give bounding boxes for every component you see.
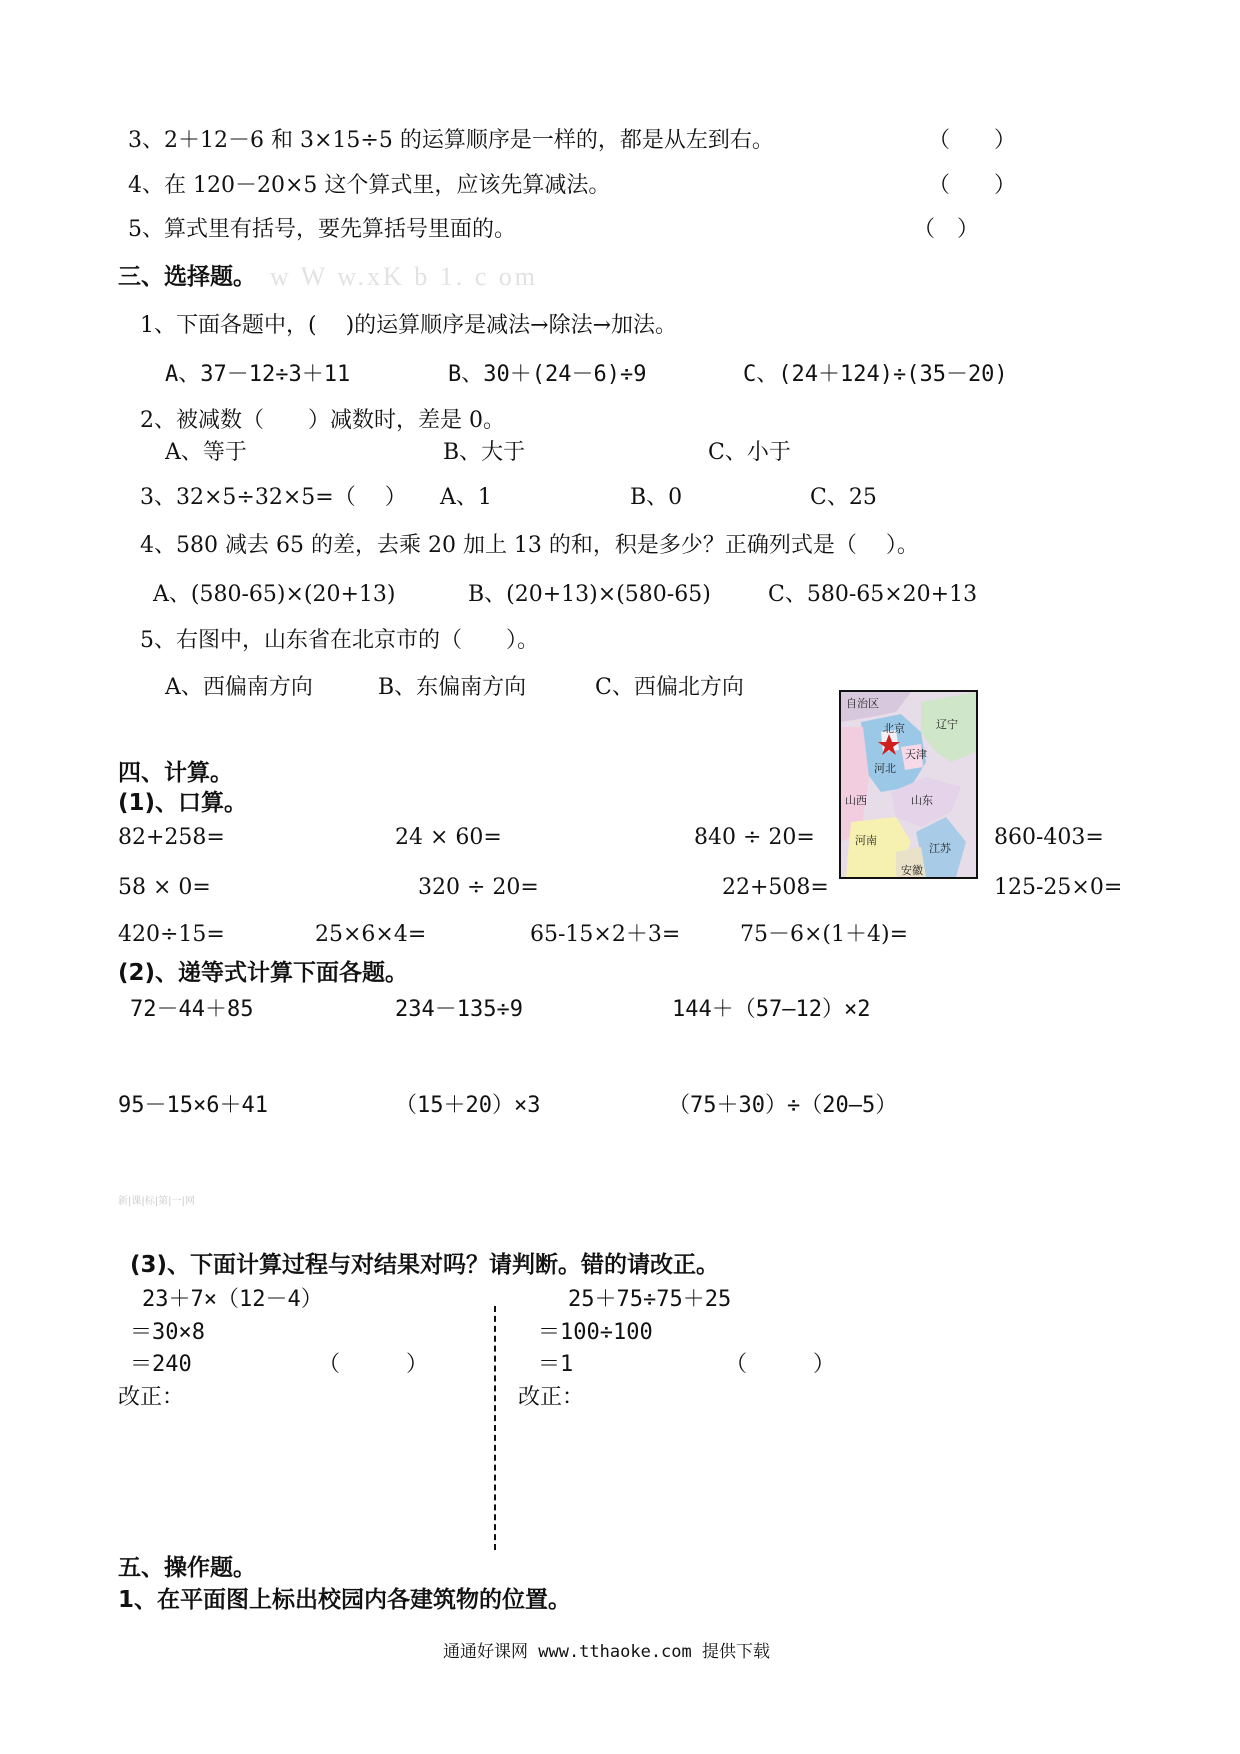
oral-r2-4: 125-25×0= xyxy=(994,875,1123,900)
choice-q4-a[interactable]: A、(580-65)×(20+13) xyxy=(153,582,396,607)
choice-q2-b[interactable]: B、大于 xyxy=(443,440,526,465)
choice-q5-c[interactable]: C、西偏北方向 xyxy=(595,675,744,700)
step-r1-3: 144＋（57—12）×2 xyxy=(672,997,871,1022)
check-right-answer[interactable]: （ ） xyxy=(725,1352,836,1377)
choice-q4-c[interactable]: C、580-65×20+13 xyxy=(768,582,978,607)
choice-q1-b[interactable]: B、30＋(24－6)÷9 xyxy=(448,362,647,387)
choice-q1-a[interactable]: A、37－12÷3＋11 xyxy=(165,362,351,387)
choice-q5-b[interactable]: B、东偏南方向 xyxy=(378,675,527,700)
judge-item-4: 4、在 120－20×5 这个算式里，应该先算减法。 xyxy=(128,173,611,198)
oral-r1-4: 860-403= xyxy=(994,825,1104,850)
oral-r3-4: 75－6×(1＋4)= xyxy=(740,922,909,947)
section-5-title: 五、操作题。 xyxy=(118,1555,256,1581)
map-label-region: 自治区 xyxy=(846,697,879,710)
page-mark: 新|课|标|第|一|网 xyxy=(118,1196,195,1207)
oral-r3-2: 25×6×4= xyxy=(315,922,427,947)
check-left-2: ＝30×8 xyxy=(130,1320,205,1345)
province-map xyxy=(839,690,978,879)
check-left-fix: 改正： xyxy=(118,1385,185,1410)
map-label-shanxi: 山西 xyxy=(845,794,867,807)
oral-r1-1: 82+258= xyxy=(118,825,225,850)
map-label-anhui: 安徽 xyxy=(901,864,923,877)
choice-q2-c[interactable]: C、小于 xyxy=(708,440,791,465)
map-label-jiangsu: 江苏 xyxy=(929,842,951,855)
choice-q4-b[interactable]: B、(20+13)×(580-65) xyxy=(468,582,711,607)
judge-answer-5[interactable]: （ ） xyxy=(913,217,980,242)
choice-q2-a[interactable]: A、等于 xyxy=(165,440,247,465)
choice-q4: 4、580 减去 65 的差，去乘 20 加上 13 的和，积是多少？正确列式是（ ）。 xyxy=(140,533,919,558)
step-title: (2)、递等式计算下面各题。 xyxy=(118,960,409,986)
check-left-answer[interactable]: （ ） xyxy=(318,1352,429,1377)
check-right-1: 25＋75÷75＋25 xyxy=(568,1287,732,1312)
map-label-beijing: 北京 xyxy=(883,722,905,735)
check-left-3: ＝240 xyxy=(130,1352,192,1377)
oral-r2-3: 22+508= xyxy=(722,875,829,900)
choice-q5: 5、右图中，山东省在北京市的（ ）。 xyxy=(140,628,539,653)
check-right-2: ＝100÷100 xyxy=(538,1320,653,1345)
map-label-hebei: 河北 xyxy=(874,762,896,775)
oral-r3-3: 65-15×2＋3= xyxy=(530,922,681,947)
step-r2-1: 95－15×6＋41 xyxy=(118,1093,268,1118)
check-title: (3)、下面计算过程与对结果对吗？请判断。错的请改正。 xyxy=(130,1252,720,1278)
map-label-shandong: 山东 xyxy=(911,794,933,807)
step-r1-2: 234－135÷9 xyxy=(395,997,523,1022)
oral-r2-2: 320 ÷ 20= xyxy=(418,875,539,900)
oral-r2-1: 58 × 0= xyxy=(118,875,211,900)
choice-q3-c[interactable]: C、25 xyxy=(810,485,877,510)
check-left-1: 23＋7×（12－4） xyxy=(142,1287,323,1312)
judge-item-5: 5、算式里有括号，要先算括号里面的。 xyxy=(128,217,516,242)
map-label-henan: 河南 xyxy=(855,834,877,847)
map-label-liaoning: 辽宁 xyxy=(936,718,958,731)
check-right-fix: 改正： xyxy=(518,1385,585,1410)
choice-q5-a[interactable]: A、西偏南方向 xyxy=(165,675,313,700)
step-r2-2: （15＋20）×3 xyxy=(395,1093,541,1118)
watermark: w W w.xK b 1. c om xyxy=(270,262,539,291)
choice-q3: 3、32×5÷32×5=（ ） xyxy=(140,485,407,510)
section-3-title: 三、选择题。 xyxy=(118,264,256,290)
choice-q1: 1、下面各题中，( )的运算顺序是减法→除法→加法。 xyxy=(140,313,678,338)
check-right-3: ＝1 xyxy=(538,1352,574,1377)
judge-answer-4[interactable]: （ ） xyxy=(928,173,1017,198)
choice-q2: 2、被减数（ ）减数时，差是 0。 xyxy=(140,408,505,433)
oral-title: (1)、口算。 xyxy=(118,790,248,816)
oral-r1-2: 24 × 60= xyxy=(395,825,502,850)
choice-q3-b[interactable]: B、0 xyxy=(630,485,683,510)
footer: 通通好课网 www.tthaoke.com 提供下载 xyxy=(443,1642,770,1662)
judge-answer-3[interactable]: （ ） xyxy=(928,128,1017,153)
step-r1-1: 72－44＋85 xyxy=(130,997,254,1022)
operation-q1: 1、在平面图上标出校园内各建筑物的位置。 xyxy=(118,1587,572,1613)
choice-q3-a[interactable]: A、1 xyxy=(440,485,492,510)
section-4-title: 四、计算。 xyxy=(118,760,233,786)
oral-r1-3: 840 ÷ 20= xyxy=(694,825,815,850)
choice-q1-c[interactable]: C、(24＋124)÷(35－20) xyxy=(743,362,1008,387)
dashed-divider xyxy=(494,1306,496,1550)
map-label-tianjin: 天津 xyxy=(905,748,927,761)
step-r2-3: （75＋30）÷（20—5） xyxy=(668,1093,898,1118)
oral-r3-1: 420÷15= xyxy=(118,922,225,947)
judge-item-3: 3、2＋12－6 和 3×15÷5 的运算顺序是一样的，都是从左到右。 xyxy=(128,128,774,153)
map-drawing xyxy=(841,692,976,877)
